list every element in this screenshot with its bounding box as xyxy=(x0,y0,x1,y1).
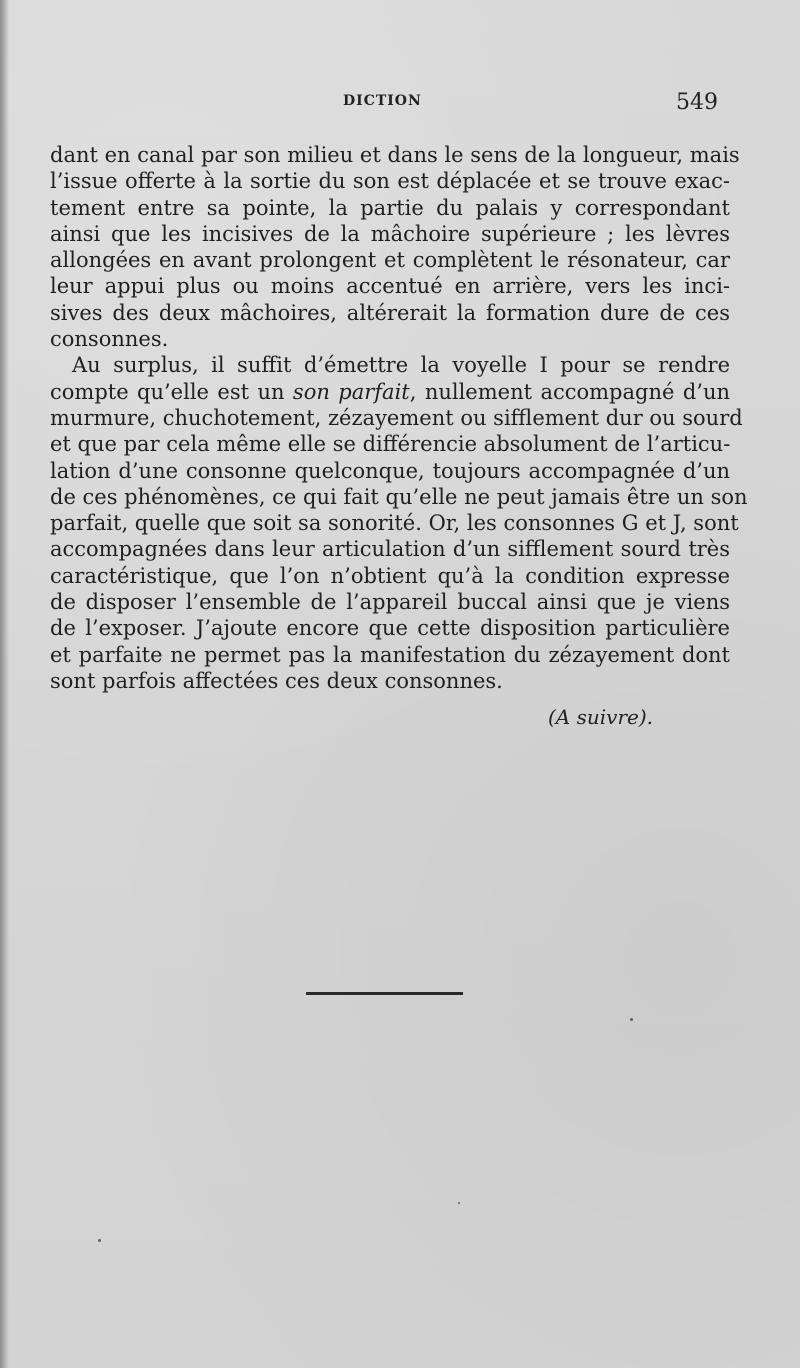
text-line: leur appui plus ou moins accentué en arrière, vers les inci- xyxy=(50,274,730,299)
body-text xyxy=(50,142,748,694)
text-line: ainsi que les incisives de la mâchoire supérieure ; les lèvres xyxy=(50,221,730,246)
text-line: sont parfois affectées ces deux consonnes. xyxy=(50,668,503,693)
text-fragment: compte qu’elle est un xyxy=(50,379,293,404)
page-shadow-edge xyxy=(0,0,9,1368)
text-line: et parfaite ne permet pas la manifestation du zézayement dont xyxy=(50,642,730,667)
text-line: et que par cela même elle se différencie absolument de l’articu- xyxy=(50,432,731,457)
text-line: consonnes. xyxy=(50,327,169,352)
continuation-text: (A suivre). xyxy=(548,705,653,729)
text-line: parfait, quelle que soit sa sonorité. Or, les consonnes G et J, sont xyxy=(50,511,739,536)
text-line: lation d’une consonne quelconque, toujours accompagnée d’un xyxy=(50,458,730,483)
text-line-with-emphasis xyxy=(50,379,730,405)
page-number: 549 xyxy=(676,90,718,115)
section-divider-rule xyxy=(306,992,463,995)
text-line: sives des deux mâchoires, altérerait la formation dure de ces xyxy=(50,300,730,325)
to-be-continued-note xyxy=(548,705,653,729)
text-fragment: , nullement accompagné d’un xyxy=(409,379,730,404)
text-line: l’issue offerte à la sortie du son est déplacée et se trouve exac- xyxy=(50,169,730,194)
paper-speck xyxy=(98,1239,101,1242)
paper-speck xyxy=(630,1018,633,1021)
text-line: accompagnées dans leur articulation d’un sifflement sourd très xyxy=(50,537,730,562)
text-line: murmure, chuchotement, zézayement ou sifflement dur ou sourd xyxy=(50,405,743,430)
paper-speck xyxy=(458,1202,460,1204)
text-line: tement entre sa pointe, la partie du palais y correspondant xyxy=(50,195,730,220)
emphasized-text: son parfait xyxy=(292,379,410,404)
text-line: caractéristique, que l’on n’obtient qu’à la condition expresse xyxy=(50,563,730,588)
text-line: dant en canal par son milieu et dans le sens de la longueur, mais xyxy=(50,143,740,167)
text-line: de disposer l’ensemble de l’appareil buccal ainsi que je viens xyxy=(50,590,730,615)
text-line: de l’exposer. J’ajoute encore que cette disposition particulière xyxy=(50,616,730,641)
paragraph-start-line: Au surplus, il suffit d’émettre la voyelle I pour se rendre xyxy=(72,353,730,378)
text-line: de ces phénomènes, ce qui fait qu’elle ne peut jamais être un son xyxy=(50,484,748,509)
running-title: DICTION xyxy=(343,93,422,109)
text-line: allongées en avant prolongent et complètent le résonateur, car xyxy=(50,248,730,273)
